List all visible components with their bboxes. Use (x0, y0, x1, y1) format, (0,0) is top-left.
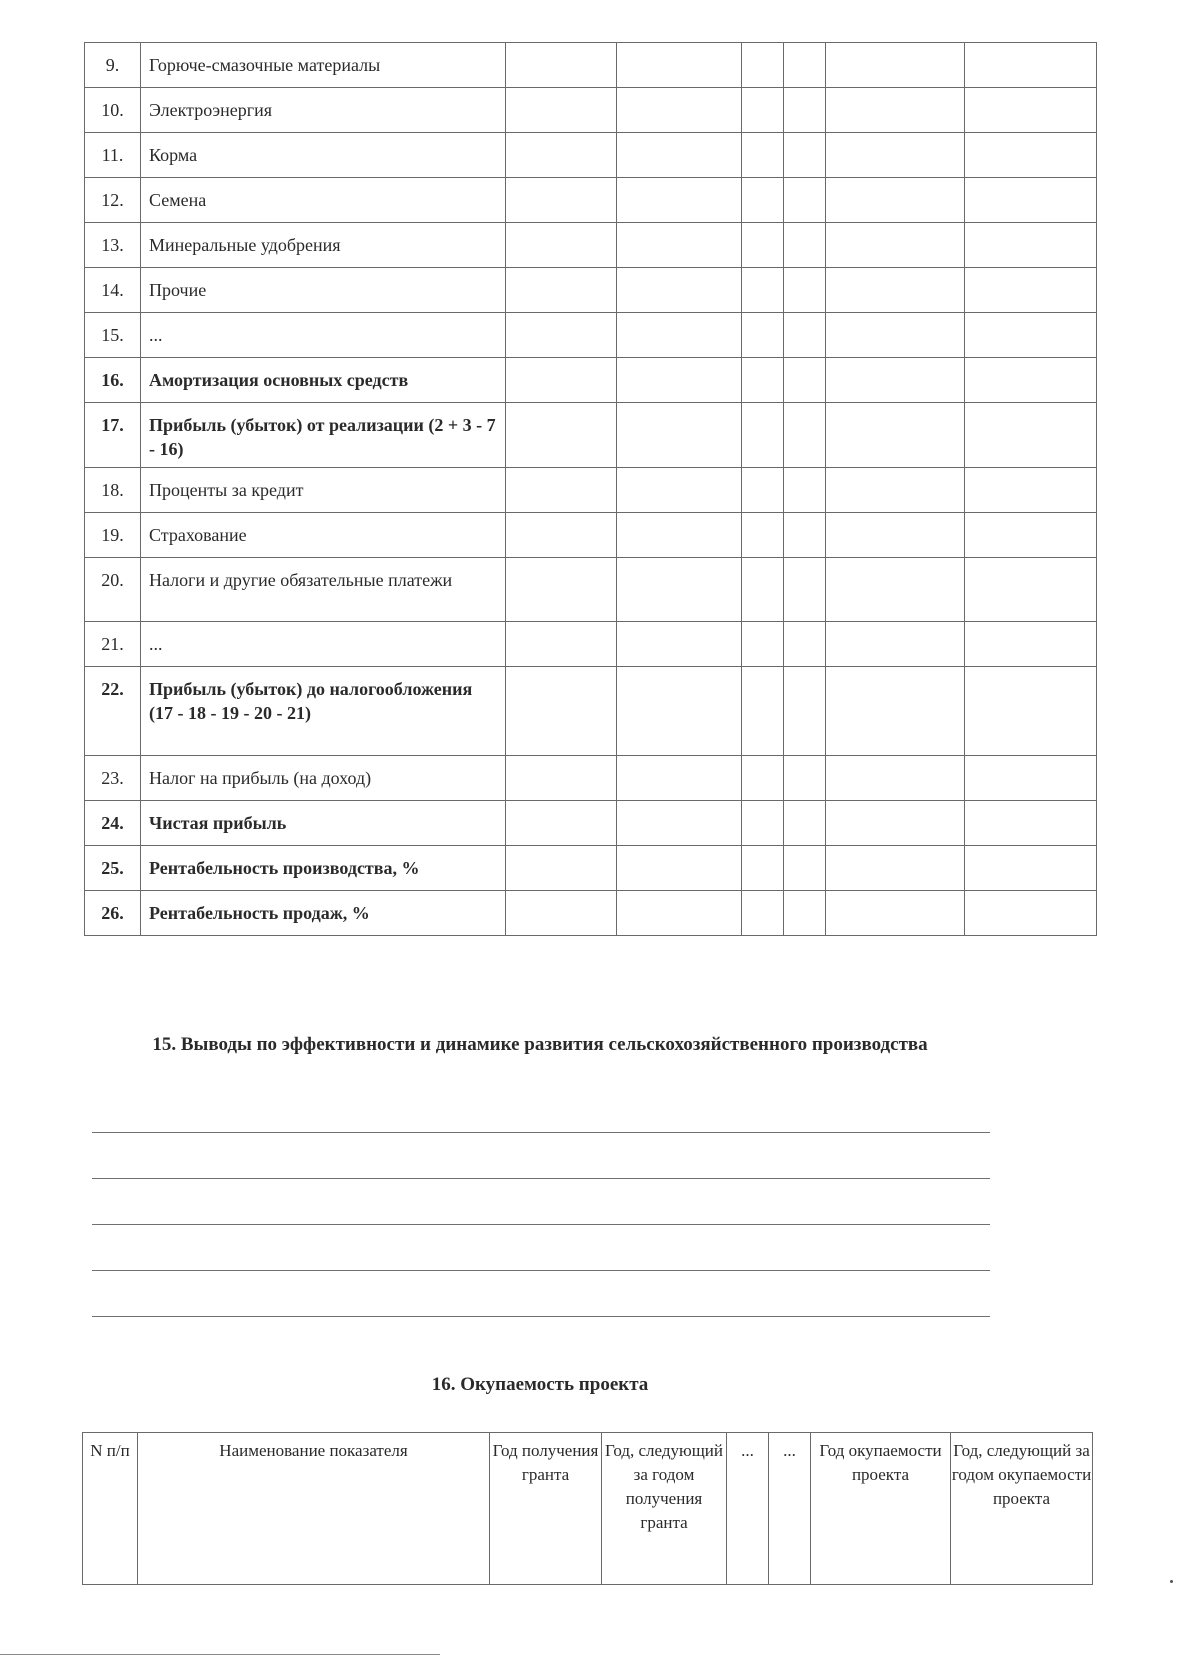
value-cell (965, 468, 1097, 513)
value-cell (506, 513, 617, 558)
value-cell (784, 403, 826, 468)
value-cell (965, 358, 1097, 403)
value-cell (965, 133, 1097, 178)
value-cell (784, 667, 826, 756)
value-cell (965, 88, 1097, 133)
value-cell (826, 88, 965, 133)
value-cell (506, 756, 617, 801)
value-cell (784, 268, 826, 313)
value-cell (826, 178, 965, 223)
row-label: ... (141, 313, 506, 358)
value-cell (742, 43, 784, 88)
value-cell (965, 223, 1097, 268)
value-cell (617, 88, 742, 133)
conclusion-line[interactable] (92, 1178, 990, 1179)
value-cell (965, 313, 1097, 358)
value-cell (784, 133, 826, 178)
table-row (85, 667, 1097, 756)
table-row (85, 268, 1097, 313)
table-row (85, 756, 1097, 801)
value-cell (617, 468, 742, 513)
value-cell (965, 178, 1097, 223)
value-cell (965, 846, 1097, 891)
row-number: 10. (85, 88, 141, 133)
value-cell (784, 801, 826, 846)
value-cell (506, 358, 617, 403)
value-cell (742, 223, 784, 268)
value-cell (826, 667, 965, 756)
value-cell (826, 223, 965, 268)
value-cell (506, 846, 617, 891)
value-cell (506, 178, 617, 223)
row-number: 22. (85, 667, 141, 756)
column-header: Год, следующий за годом получения гранта (602, 1433, 727, 1585)
value-cell (784, 846, 826, 891)
value-cell (506, 801, 617, 846)
row-label: Рентабельность производства, % (141, 846, 506, 891)
value-cell (826, 133, 965, 178)
row-label: Чистая прибыль (141, 801, 506, 846)
value-cell (742, 268, 784, 313)
table-row (85, 513, 1097, 558)
value-cell (506, 622, 617, 667)
row-label: Амортизация основных средств (141, 358, 506, 403)
value-cell (617, 891, 742, 936)
financial-indicators-table (84, 42, 1097, 936)
value-cell (784, 88, 826, 133)
value-cell (826, 403, 965, 468)
value-cell (617, 223, 742, 268)
row-label: Минеральные удобрения (141, 223, 506, 268)
value-cell (742, 801, 784, 846)
value-cell (742, 891, 784, 936)
value-cell (617, 667, 742, 756)
value-cell (506, 313, 617, 358)
value-cell (826, 43, 965, 88)
section-15-title: 15. Выводы по эффективности и динамике развития сельскохозяйственного производства (152, 1034, 928, 1055)
column-header: Наименование показателя (138, 1433, 490, 1585)
row-label: Прибыль (убыток) от реализации (2 + 3 - 7 - 16) (141, 403, 506, 468)
row-number: 21. (85, 622, 141, 667)
row-label: Горюче-смазочные материалы (141, 43, 506, 88)
table-header-row (83, 1433, 1093, 1585)
value-cell (742, 358, 784, 403)
value-cell (742, 468, 784, 513)
row-label: Прибыль (убыток) до налогообложения (17 - 18 - 19 - 20 - 21) (141, 667, 506, 756)
column-header: N п/п (83, 1433, 138, 1585)
value-cell (784, 756, 826, 801)
table-row (85, 622, 1097, 667)
row-label: Проценты за кредит (141, 468, 506, 513)
value-cell (506, 133, 617, 178)
value-cell (784, 468, 826, 513)
value-cell (506, 468, 617, 513)
row-number: 9. (85, 43, 141, 88)
value-cell (742, 558, 784, 622)
value-cell (784, 358, 826, 403)
row-number: 24. (85, 801, 141, 846)
row-label: ... (141, 622, 506, 667)
value-cell (506, 223, 617, 268)
value-cell (742, 88, 784, 133)
row-label: Рентабельность продаж, % (141, 891, 506, 936)
value-cell (742, 313, 784, 358)
column-header: ... (769, 1433, 811, 1585)
value-cell (826, 558, 965, 622)
value-cell (965, 43, 1097, 88)
table-row (85, 358, 1097, 403)
value-cell (784, 178, 826, 223)
table-row (85, 43, 1097, 88)
value-cell (506, 268, 617, 313)
value-cell (965, 403, 1097, 468)
value-cell (506, 403, 617, 468)
table-row (85, 133, 1097, 178)
value-cell (965, 513, 1097, 558)
value-cell (617, 622, 742, 667)
value-cell (617, 268, 742, 313)
section-16-title: 16. Окупаемость проекта (431, 1374, 649, 1395)
conclusion-line[interactable] (92, 1224, 990, 1225)
row-label: Электроэнергия (141, 88, 506, 133)
row-number: 12. (85, 178, 141, 223)
value-cell (784, 223, 826, 268)
row-number: 13. (85, 223, 141, 268)
value-cell (965, 558, 1097, 622)
row-number: 19. (85, 513, 141, 558)
value-cell (742, 622, 784, 667)
value-cell (826, 358, 965, 403)
row-label: Семена (141, 178, 506, 223)
value-cell (784, 891, 826, 936)
table-row (85, 468, 1097, 513)
value-cell (617, 313, 742, 358)
table-row (85, 801, 1097, 846)
value-cell (826, 513, 965, 558)
table-row (85, 891, 1097, 936)
table-row (85, 846, 1097, 891)
value-cell (617, 403, 742, 468)
row-label: Налог на прибыль (на доход) (141, 756, 506, 801)
value-cell (784, 622, 826, 667)
value-cell (784, 558, 826, 622)
project-payback-table (82, 1432, 1093, 1585)
value-cell (742, 667, 784, 756)
value-cell (965, 268, 1097, 313)
value-cell (826, 313, 965, 358)
value-cell (742, 403, 784, 468)
table-row (85, 558, 1097, 622)
row-number: 14. (85, 268, 141, 313)
value-cell (617, 756, 742, 801)
value-cell (742, 513, 784, 558)
value-cell (784, 43, 826, 88)
row-number: 17. (85, 403, 141, 468)
value-cell (826, 268, 965, 313)
column-header: Год получения гранта (490, 1433, 602, 1585)
value-cell (506, 88, 617, 133)
conclusion-line[interactable] (92, 1270, 990, 1271)
row-number: 18. (85, 468, 141, 513)
table-row (85, 403, 1097, 468)
value-cell (826, 622, 965, 667)
value-cell (506, 558, 617, 622)
value-cell (826, 756, 965, 801)
value-cell (826, 801, 965, 846)
scan-speck (1170, 1580, 1173, 1583)
row-number: 26. (85, 891, 141, 936)
row-label: Прочие (141, 268, 506, 313)
value-cell (965, 756, 1097, 801)
row-number: 25. (85, 846, 141, 891)
table-row (85, 223, 1097, 268)
row-label: Налоги и другие обязательные платежи (141, 558, 506, 622)
value-cell (965, 801, 1097, 846)
row-number: 23. (85, 756, 141, 801)
column-header: ... (727, 1433, 769, 1585)
value-cell (617, 558, 742, 622)
value-cell (784, 313, 826, 358)
conclusion-line[interactable] (92, 1132, 990, 1133)
value-cell (617, 43, 742, 88)
value-cell (506, 43, 617, 88)
table-row (85, 313, 1097, 358)
value-cell (617, 801, 742, 846)
column-header: Год, следующий за годом окупаемости проекта (951, 1433, 1093, 1585)
value-cell (826, 468, 965, 513)
value-cell (506, 891, 617, 936)
value-cell (826, 846, 965, 891)
row-number: 15. (85, 313, 141, 358)
value-cell (617, 513, 742, 558)
value-cell (506, 667, 617, 756)
row-number: 16. (85, 358, 141, 403)
row-number: 20. (85, 558, 141, 622)
value-cell (742, 178, 784, 223)
value-cell (617, 178, 742, 223)
value-cell (826, 891, 965, 936)
value-cell (617, 358, 742, 403)
value-cell (617, 846, 742, 891)
row-label: Страхование (141, 513, 506, 558)
row-label: Корма (141, 133, 506, 178)
table-row (85, 88, 1097, 133)
conclusion-line[interactable] (92, 1316, 990, 1317)
value-cell (965, 891, 1097, 936)
value-cell (965, 667, 1097, 756)
page-bottom-rule (0, 1654, 440, 1655)
value-cell (965, 622, 1097, 667)
row-number: 11. (85, 133, 141, 178)
table-row (85, 178, 1097, 223)
value-cell (742, 133, 784, 178)
value-cell (784, 513, 826, 558)
column-header: Год окупаемости проекта (811, 1433, 951, 1585)
value-cell (742, 846, 784, 891)
value-cell (742, 756, 784, 801)
value-cell (617, 133, 742, 178)
